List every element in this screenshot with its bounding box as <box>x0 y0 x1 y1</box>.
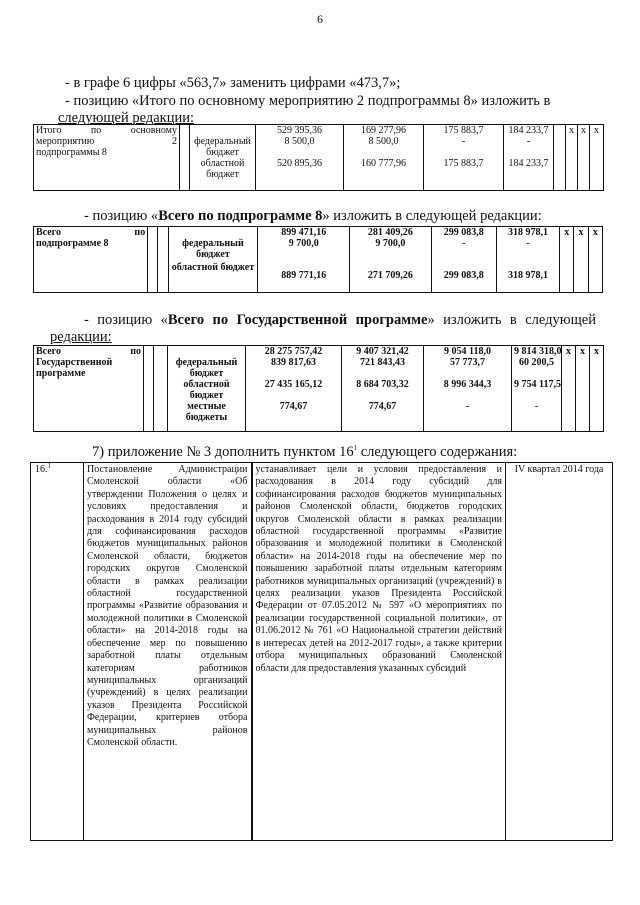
source-cell <box>168 227 258 293</box>
source-federal: федеральный бюджет <box>182 238 244 260</box>
paragraph-podprogramma <box>84 208 612 225</box>
value: 774,67 <box>368 401 397 412</box>
name-line: мероприятию 2 <box>36 136 177 147</box>
value: 175 883,7 <box>443 125 484 136</box>
value: 169 277,96 <box>361 125 406 136</box>
table-itogo-meropriyatie <box>33 124 604 191</box>
source-federal: федеральный бюджет <box>194 136 251 158</box>
value: 28 275 757,42 <box>264 346 323 357</box>
col-a-cell <box>258 227 350 293</box>
name-line: Всего по <box>36 346 141 357</box>
source-cell <box>190 125 256 191</box>
paragraph-prilozhenie <box>92 444 620 461</box>
text-sup: 1 <box>353 444 358 453</box>
text: - позицию « <box>84 208 159 224</box>
x-cell: х <box>578 125 590 191</box>
text-bold: Всего по Государственной программе <box>167 312 428 328</box>
value: 9 700,0 <box>375 238 406 249</box>
page-number: 6 <box>317 12 323 26</box>
value: 774,67 <box>279 401 308 412</box>
col-c-cell <box>424 125 504 191</box>
source-regional: областной бюджет <box>200 158 245 180</box>
col-a-cell <box>256 125 344 191</box>
col-d-cell <box>504 125 554 191</box>
value: - <box>461 136 466 147</box>
x-cell: х <box>562 346 576 432</box>
name-line: Итого по основному <box>36 125 177 136</box>
value: 8 500,0 <box>368 136 399 147</box>
value: - <box>462 238 466 249</box>
value: - <box>534 401 539 412</box>
x-cell: х <box>590 346 604 432</box>
text: - позицию « <box>84 312 168 328</box>
source-cell <box>168 346 246 432</box>
x-cell: х <box>566 125 578 191</box>
x-cell: х <box>588 227 602 293</box>
empty-cell <box>180 125 190 191</box>
value: - <box>526 136 531 147</box>
paragraph-graph6: - в графе 6 цифры «563,7» заменить цифрами «473,7»; <box>65 75 401 91</box>
col-b-cell <box>350 227 432 293</box>
paragraph-gosprogramma-cont-text: редакции: <box>50 329 112 345</box>
source-regional: областной бюджет <box>171 262 255 273</box>
x-cell: х <box>590 125 604 191</box>
name-line: Всего по <box>36 227 146 238</box>
value: - <box>526 238 530 249</box>
col-b-cell <box>344 125 424 191</box>
empty-cell <box>148 227 158 293</box>
source-federal: федеральный бюджет <box>175 357 238 379</box>
paragraph-itogo: - позицию «Итого по основному мероприятию 2 подпрограммы 8» изложить в <box>65 93 551 109</box>
empty-cell <box>158 227 168 293</box>
value: 27 435 165,12 <box>264 379 323 390</box>
row-number-sup: 1 <box>47 461 51 470</box>
content-cell: устанавливает цели и условия предоставления и расходования в 2014 году субсидий для софинансирования расходов бюджетов муниципальных районов Смоленской области, бюджетов городских округов Смоленской области в рамках реализации областной государственной программы «Развитие образования и молодежной политики в Смоленской области» на 2014-2018 годы на обеспечение мер по повышению заработной платы отдельным категориям работников муниципальных организаций (учреждений) в целях реализации указов Президента Российской Федерации от 07.05.2012 № 597 «О мероприятиях по реализации государственной социальной политики», от 01.06.2012 № 761 «О Национальной стратегии действий в интересах детей на 2012-2017 годы», а также критерии отбора муниципальных образований Смоленской области для предоставления указанных субсидий <box>252 463 506 841</box>
name-line: программе <box>36 368 86 379</box>
text: » изложить в следующей <box>427 312 596 328</box>
value: 9 754 117,5 <box>514 379 561 390</box>
col-d-cell <box>496 227 559 293</box>
col-a-cell <box>246 346 342 432</box>
name-line: Государственной <box>36 357 113 368</box>
table-vsego-podprogramma <box>33 226 603 293</box>
row-name-cell <box>34 125 180 191</box>
value: 184 233,7 <box>508 158 549 169</box>
value: 281 409,26 <box>367 227 413 238</box>
source-empty <box>192 125 253 136</box>
value: 8 500,0 <box>284 136 315 147</box>
value: 175 883,7 <box>443 158 484 169</box>
row-number-cell <box>31 463 84 841</box>
row-number: 16. <box>35 464 48 475</box>
value: 271 709,26 <box>367 270 413 281</box>
value: 299 083,8 <box>443 270 484 281</box>
value: 60 200,5 <box>519 357 554 368</box>
empty-cell <box>554 125 566 191</box>
x-cell: х <box>576 346 590 432</box>
value: 160 777,96 <box>361 158 406 169</box>
value: 8 684 703,32 <box>356 379 409 390</box>
source-empty <box>170 346 243 357</box>
row-name-cell <box>34 346 144 432</box>
value: 889 771,16 <box>281 270 327 281</box>
col-d-cell <box>512 346 562 432</box>
value: 9 700,0 <box>288 238 319 249</box>
deadline-cell: IV квартал 2014 года <box>506 463 613 841</box>
col-c-cell <box>424 346 512 432</box>
value: 9 054 118,0 <box>444 346 491 357</box>
value: 721 843,43 <box>360 357 405 368</box>
value: 9 814 318,0 <box>514 346 562 357</box>
value: 899 471,16 <box>281 227 327 238</box>
value: - <box>465 401 470 412</box>
source-regional: областной бюджет <box>183 379 230 401</box>
text: следующего содержания: <box>357 444 518 460</box>
x-cell: х <box>574 227 588 293</box>
value: 57 773,7 <box>450 357 485 368</box>
value: 839 817,63 <box>271 357 316 368</box>
row-name-cell <box>34 227 148 293</box>
name-line: подпрограмме 8 <box>36 238 109 249</box>
value: 8 996 344,3 <box>443 379 492 390</box>
value: 299 083,8 <box>443 227 484 238</box>
paragraph-gosprogramma-cont <box>50 329 578 346</box>
text-bold: Всего по подпрограмме 8 <box>158 208 323 224</box>
table-appendix-row <box>30 462 613 841</box>
value: 318 978,1 <box>508 270 548 281</box>
col-b-cell <box>342 346 424 432</box>
text: 7) приложение № 3 дополнить пунктом 16 <box>92 444 354 460</box>
paragraph-gosprogramma <box>84 312 596 329</box>
col-c-cell <box>431 227 496 293</box>
value: 529 395,36 <box>277 125 322 136</box>
document-cell: Постановление Администрации Смоленской области «Об утверждении Положения о целях и условиях предоставления и расходования в 2014 году субсидий для софинансирования расходов бюджетов муниципальных районов Смоленской области, бюджетов городских округов Смоленской области в рамках реализации областной государственной программы «Развитие образования и молодежной политики в Смоленской области» на 2014-2018 годы на обеспечение мер по повышению заработной платы отдельным категориям работников муниципальных организаций (учреждений) в целях реализации указов Президента Российской Федерации, критериев отбора муниципальных районов Смоленской области. <box>84 463 252 841</box>
value: 520 895,36 <box>277 158 322 169</box>
paragraph-itogo-cont-text: следующей редакции: <box>58 110 195 126</box>
text: » изложить в следующей редакции: <box>322 208 542 224</box>
source-empty <box>171 227 256 238</box>
x-cell: х <box>560 227 574 293</box>
empty-cell <box>154 346 168 432</box>
table-vsego-gosprogramma <box>33 345 604 432</box>
value: 318 978,1 <box>508 227 548 238</box>
source-local: местные бюджеты <box>185 401 228 423</box>
empty-cell <box>144 346 154 432</box>
name-line: подпрограммы 8 <box>36 147 107 158</box>
value: 9 407 321,42 <box>356 346 409 357</box>
value: 184 233,7 <box>508 125 549 136</box>
